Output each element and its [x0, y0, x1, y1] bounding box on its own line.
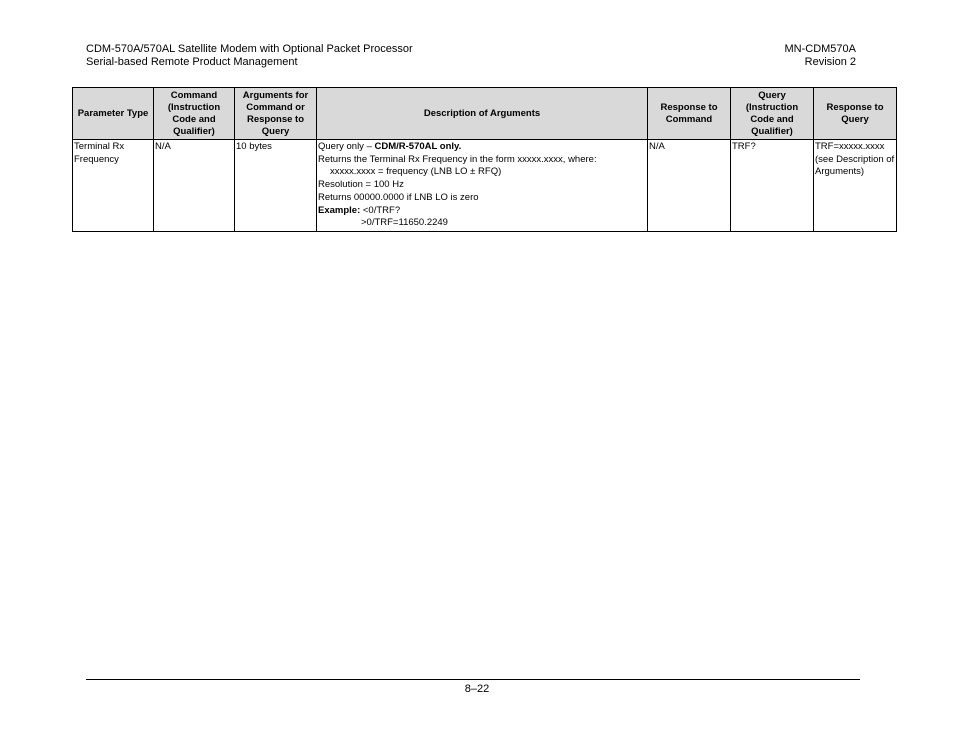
- document-title: CDM-570A/570AL Satellite Modem with Optional Packet Processor: [86, 43, 413, 55]
- desc-line-7: >0/TRF=11650.2249: [361, 217, 448, 229]
- revision: Revision 2: [804, 56, 856, 68]
- col-header-description: Description of Arguments: [317, 88, 648, 140]
- running-header-left: [86, 43, 413, 69]
- cell-description: [317, 140, 648, 232]
- desc-line-4: Resolution = 100 Hz: [318, 179, 404, 191]
- desc-line-5: Returns 00000.0000 if LNB LO is zero: [318, 191, 479, 203]
- desc-line-6: [318, 205, 646, 218]
- cell-command: N/A: [154, 140, 235, 232]
- cell-response-to-query: TRF=xxxxx.xxxx (see Description of Arguments): [814, 140, 897, 232]
- footer-rule: [86, 679, 860, 680]
- table-header-row: [73, 88, 897, 140]
- desc-query-only: Query only –: [318, 141, 375, 152]
- col-header-query: Query (Instruction Code and Qualifier): [731, 88, 814, 140]
- col-header-command: Command (Instruction Code and Qualifier): [154, 88, 235, 140]
- desc-line-3: xxxxx.xxxx = frequency (LNB LO ± RFQ): [330, 166, 502, 178]
- cell-arguments: 10 bytes: [235, 140, 317, 232]
- table-row: [73, 140, 897, 232]
- desc-example-label: Example:: [318, 204, 361, 216]
- desc-line-1: [318, 141, 646, 154]
- col-header-response-to-query: Response to Query: [814, 88, 897, 140]
- col-header-parameter-type: Parameter Type: [73, 88, 154, 140]
- desc-line-2: Returns the Terminal Rx Frequency in the form xxxxx.xxxx, where:: [318, 153, 597, 165]
- cell-query: TRF?: [731, 140, 814, 232]
- desc-model-note: CDM/R-570AL only.: [374, 141, 462, 152]
- cell-response-to-command: N/A: [648, 140, 731, 232]
- desc-example-query: <0/TRF?: [360, 204, 401, 216]
- document-section: Serial-based Remote Product Management: [86, 56, 298, 68]
- running-header-right: [784, 43, 856, 69]
- cell-parameter-type: Terminal Rx Frequency: [73, 140, 154, 232]
- manual-number: MN-CDM570A: [784, 43, 856, 55]
- command-table: [72, 87, 897, 232]
- col-header-arguments: Arguments for Command or Response to Query: [235, 88, 317, 140]
- page-number: 8–22: [464, 683, 490, 695]
- col-header-response-to-command: Response to Command: [648, 88, 731, 140]
